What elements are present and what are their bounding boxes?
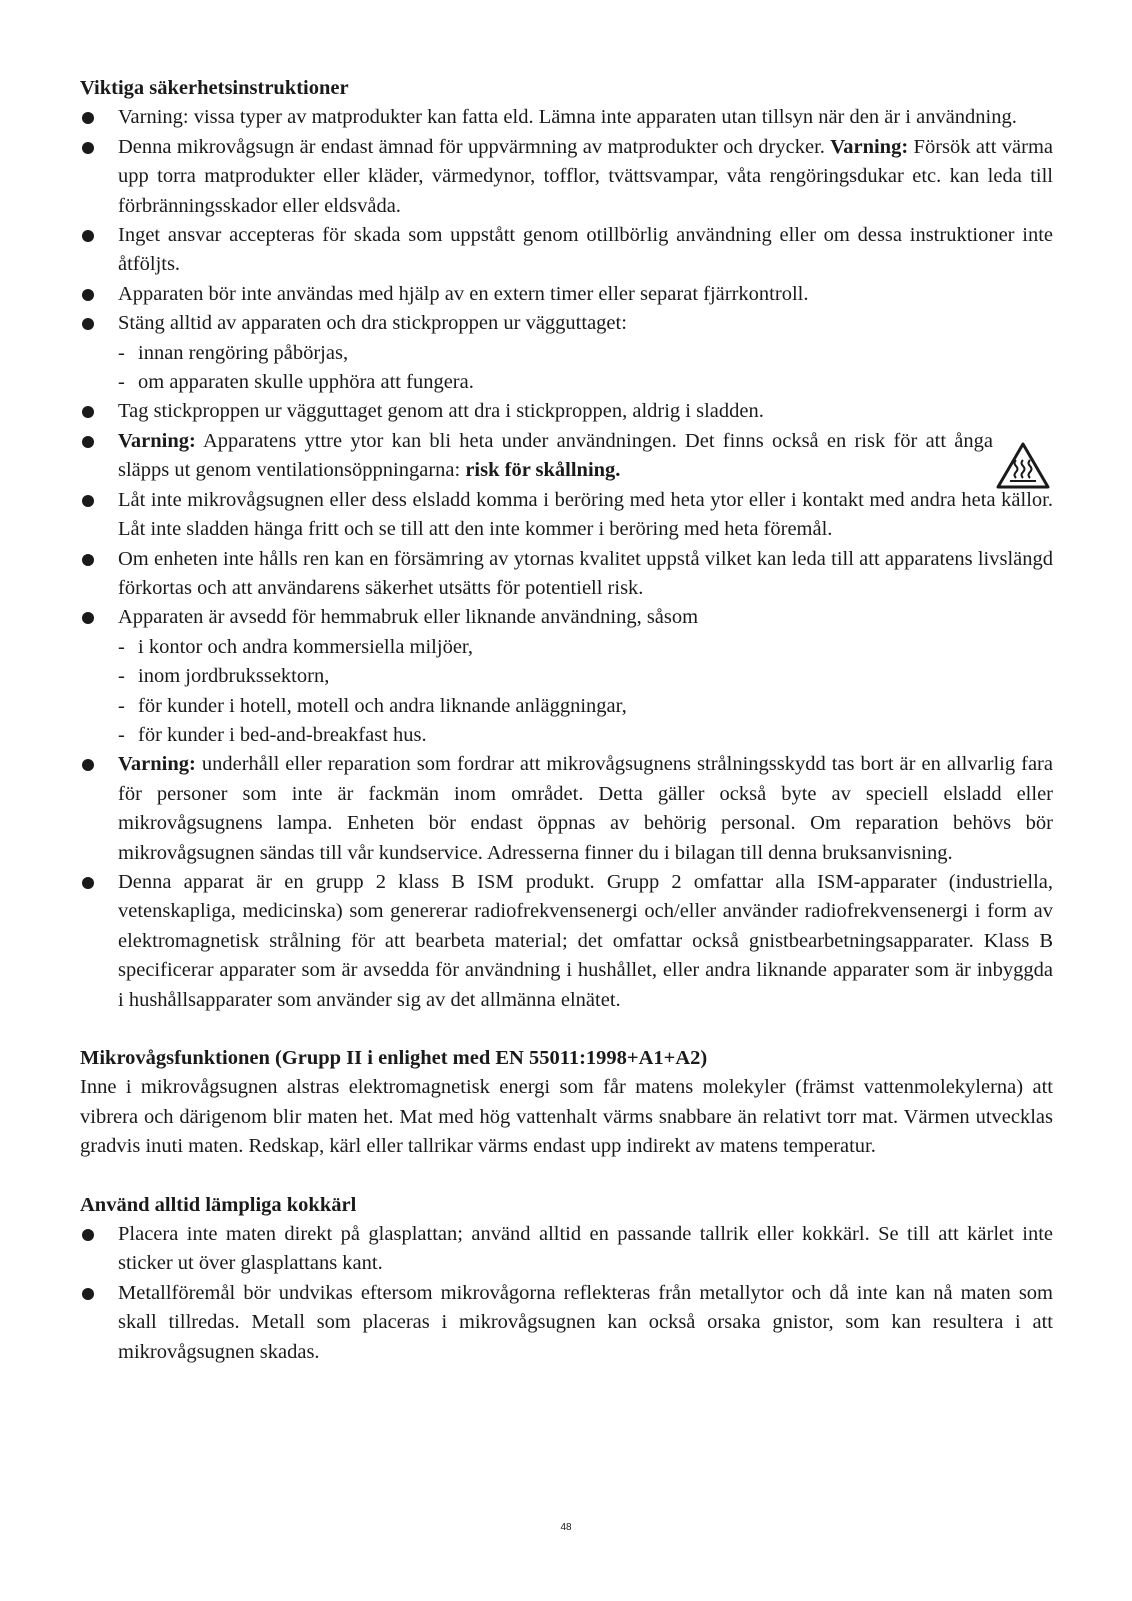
item-text: Om enheten inte hålls ren kan en försämring av ytornas kvalitet uppstå vilket kan leda till att apparatens livslängd förkortas och att användarens säkerhet utsätts för potentiell risk. bbox=[118, 547, 1053, 599]
item-text: Tag stickproppen ur vägguttaget genom att dra i stickproppen, aldrig i sladden. bbox=[118, 400, 764, 423]
warning-label: Varning: bbox=[118, 429, 196, 452]
item-text: Metallföremål bör undvikas eftersom mikrovågorna reflekteras från metallytor och då inte kan nå maten som skall tillredas. Metall som placeras i mikrovågsugnen kan också orsaka gnistor, som kan resultera i att mikrovågsugnen skadas. bbox=[118, 1281, 1053, 1363]
section-title-safety: Viktiga säkerhetsinstruktioner bbox=[80, 77, 349, 99]
item-text: Denna mikrovågsugn är endast ämnad för uppvärmning av matprodukter och drycker. bbox=[118, 135, 831, 158]
list-item bbox=[80, 1220, 1053, 1279]
sub-item: - om apparaten skulle upphöra att fungera. bbox=[118, 368, 1053, 397]
list-item bbox=[80, 280, 1053, 309]
list-item bbox=[80, 309, 1053, 397]
item-text: Inget ansvar accepteras för skada som uppstått genom otillbörlig användning eller om dessa instruktioner inte åtföljts. bbox=[118, 224, 1053, 276]
spacer bbox=[80, 1162, 1053, 1191]
section-title-microwave-function: Mikrovågsfunktionen (Grupp II i enlighet med EN 55011:1998+A1+A2) bbox=[80, 1047, 708, 1069]
safety-list bbox=[80, 103, 1053, 1015]
warning-label: Varning: bbox=[118, 753, 196, 776]
item-text: Försök att värma upp torra matprodukter eller kläder, värmedynor, tofflor, tvättsvampar, våta rengöringsdukar etc. kan leda till förbränningsskador eller eldsvåda. bbox=[118, 135, 1054, 217]
list-item-hot-surface bbox=[80, 427, 1053, 486]
item-text: Apparatens yttre ytor kan bli heta under användningen. Det finns också en risk för att ånga släpps ut genom ventilationsöppningarna: bbox=[118, 429, 993, 482]
list-item bbox=[80, 221, 1053, 280]
warning-label: Varning: bbox=[830, 135, 909, 158]
sub-list bbox=[118, 633, 1053, 751]
sub-item: - i kontor och andra kommersiella miljöer, bbox=[118, 633, 1053, 662]
sub-item: - innan rengöring påbörjas, bbox=[118, 339, 1053, 368]
list-item bbox=[80, 133, 1053, 221]
item-text: Apparaten är avsedd för hemmabruk eller liknande användning, såsom bbox=[118, 606, 699, 629]
list-item bbox=[80, 868, 1053, 1015]
list-item bbox=[80, 103, 1053, 132]
scald-risk-label: risk för skållning. bbox=[465, 459, 621, 482]
item-text: underhåll eller reparation som fordrar att mikrovågsugnens strålningsskydd tas bort är en allvarlig fara för personer som inte är fackmän inom området. Detta gäller också byte av speciell elsladd eller mikrovågsugnens lampa. Enheten bör endast öppnas av behörig personal. Om reparation behövs bör mikrovågsugnen sändas till vår kundservice. Adresserna finner du i bilagan till denna bruksanvisning. bbox=[118, 753, 1053, 864]
sub-item: - för kunder i bed-and-breakfast hus. bbox=[118, 721, 1053, 750]
item-text: Varning: vissa typer av matprodukter kan fatta eld. Lämna inte apparaten utan tillsyn när den är i användning. bbox=[118, 106, 1017, 129]
sub-item: - för kunder i hotell, motell och andra liknande anläggningar, bbox=[118, 692, 1053, 721]
list-item bbox=[80, 603, 1053, 750]
spacer bbox=[80, 1015, 1053, 1044]
list-item bbox=[80, 750, 1053, 868]
item-text: Denna apparat är en grupp 2 klass B ISM produkt. Grupp 2 omfattar alla ISM-apparater (industriella, vetenskapliga, medicinska) som genererar radiofrekvensenergi och/eller använder radiofrekvensenergi i form av elektromagnetisk strålning för att bearbeta material; det omfattar också gnistbearbetningsapparater. Klass B specificerar apparater som är avsedda för användning i hushållet, eller andra liknande apparater som är inbyggda i hushållsapparater som använder sig av det allmänna elnätet. bbox=[118, 870, 1053, 1011]
cookware-list bbox=[80, 1220, 1053, 1367]
item-text: Apparaten bör inte användas med hjälp av en extern timer eller separat fjärrkontroll. bbox=[118, 282, 809, 305]
list-item bbox=[80, 1279, 1053, 1367]
sub-item: - inom jordbrukssektorn, bbox=[118, 662, 1053, 691]
item-text: Låt inte mikrovågsugnen eller dess elsladd komma i beröring med heta ytor eller i kontakt med andra heta källor. Låt inte sladden hänga fritt och se till att den inte kommer i beröring med heta föremål. bbox=[118, 488, 1053, 541]
sub-list bbox=[118, 339, 1053, 398]
item-text: Stäng alltid av apparaten och dra stickproppen ur vägguttaget: bbox=[118, 312, 627, 335]
list-item bbox=[80, 486, 1053, 545]
section-paragraph: Inne i mikrovågsugnen alstras elektromagnetisk energi som får matens molekyler (främst vattenmolekylerna) att vibrera och därigenom blir maten het. Mat med hög vattenhalt värms snabbare än relativt torr mat. Värmen utvecklas gradvis inuti maten. Redskap, kärl eller tallrikar värms endast upp indirekt av matens temperatur. bbox=[80, 1076, 1053, 1158]
list-item bbox=[80, 545, 1053, 604]
page-number: 48 bbox=[560, 1522, 572, 1533]
list-item bbox=[80, 397, 1053, 426]
hot-surface-warning-icon bbox=[995, 441, 1051, 491]
section-title-cookware: Använd alltid lämpliga kokkärl bbox=[80, 1193, 357, 1216]
item-text: Placera inte maten direkt på glasplattan; använd alltid en passande tallrik eller kokkärl. Se till att kärlet inte sticker ut över glasplattans kant. bbox=[118, 1223, 1053, 1275]
